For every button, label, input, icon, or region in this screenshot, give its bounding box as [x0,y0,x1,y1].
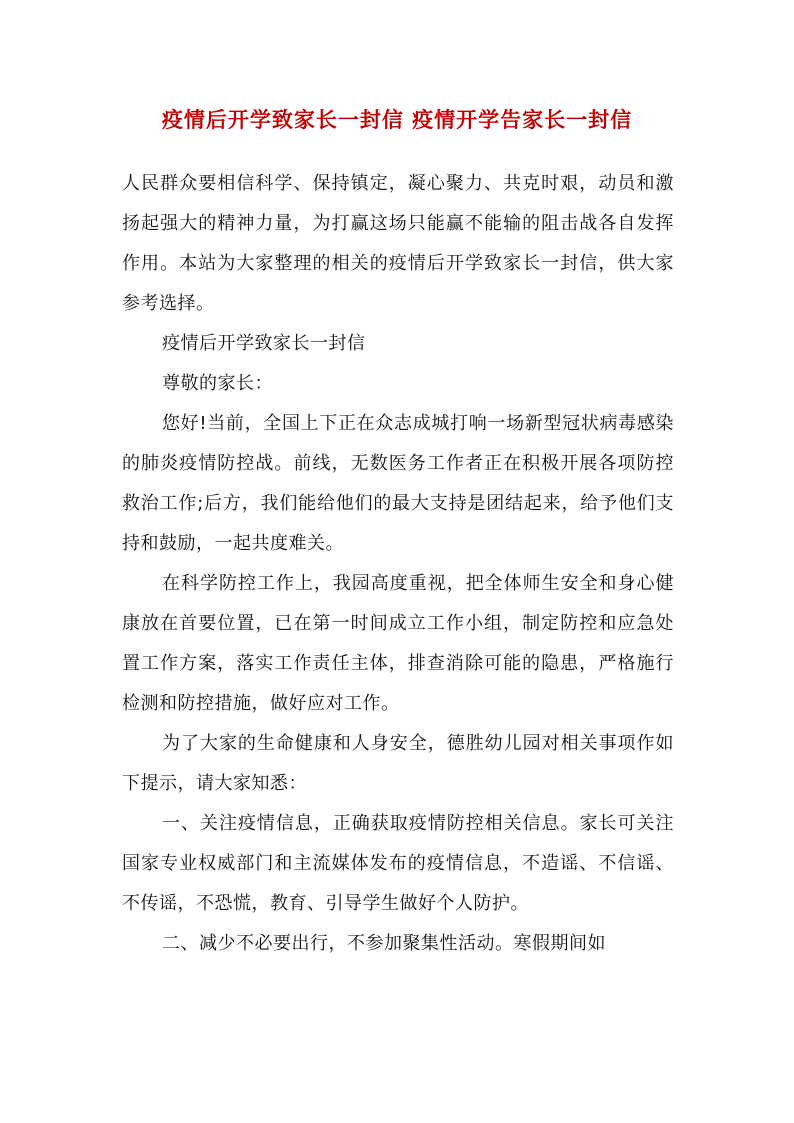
notice-item-1: 一、关注疫情信息，正确获取疫情防控相关信息。家长可关注国家专业权威部门和主流媒体发布的疫情信息，不造谣、不信谣、不传谣，不恐慌，教育、引导学生做好个人防护。 [122,813,674,914]
body-paragraph: 在科学防控工作上，我园高度重视，把全体师生安全和身心健康放在首要位置，已在第一时间成立工作小组，制定防控和应急处置工作方案，落实工作责任主体，排查消除可能的隐患，严格施行检测和防控措施，做好应对工作。 [122,573,674,714]
document-title: 疫情后开学致家长一封信 疫情开学告家长一封信 [161,107,633,132]
intro-paragraph: 人民群众要相信科学、保持镇定，凝心聚力、共克时艰，动员和激扬起强大的精神力量，为打赢这场只能赢不能输的阻击战各自发挥作用。本站为大家整理的相关的疫情后开学致家长一封信，供大家参考选择。 [122,173,674,314]
notice-item-2: 二、减少不必要出行，不参加聚集性活动。寒假期间如 [162,933,606,954]
body-paragraph: 为了大家的生命健康和人身安全，德胜幼儿园对相关事项作如下提示，请大家知悉： [122,733,674,794]
document-body [122,164,674,964]
body-paragraph: 您好!当前，全国上下正在众志成城打响一场新型冠状病毒感染的肺炎疫情防控战。前线，无数医务工作者正在积极开展各项防控救治工作;后方，我们能给他们的最大支持是团结起来，给予他们支持和鼓励，一起共度难关。 [122,413,674,554]
salutation: 尊敬的家长： [162,373,273,394]
letter-heading: 疫情后开学致家长一封信 [162,333,366,354]
